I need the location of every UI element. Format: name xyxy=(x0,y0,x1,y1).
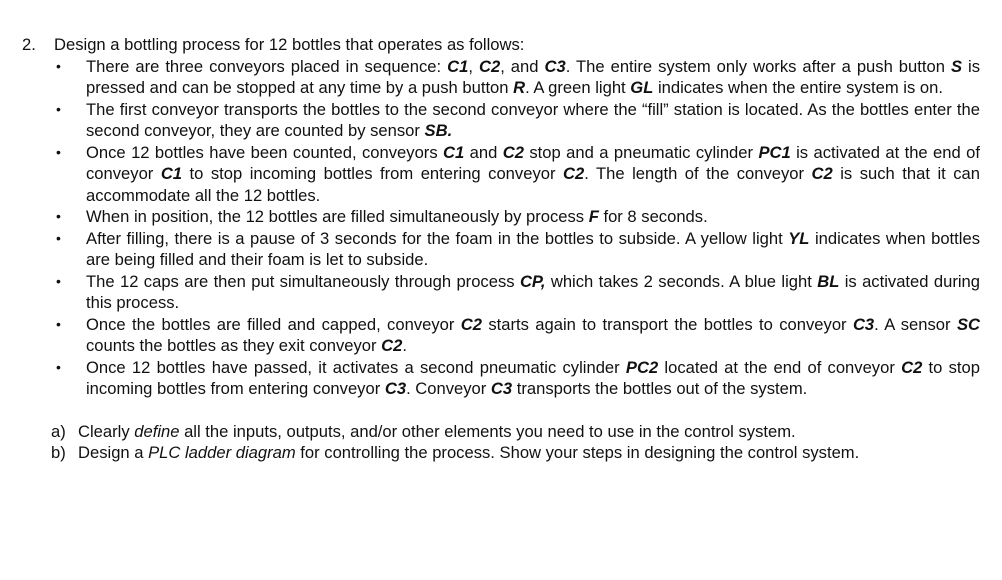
bullet-icon: • xyxy=(56,57,61,74)
text-run: is activated during this process. xyxy=(86,271,980,312)
text-run: counts the bottles as they exit conveyor xyxy=(86,336,382,355)
requirement-item xyxy=(56,56,980,99)
text-run: The 12 caps are then put simultaneously through process xyxy=(86,271,520,291)
text-run: . The entire system only works after a push button xyxy=(565,56,951,76)
text-run: all the inputs, outputs, and/or other elements you need to use in the control system. xyxy=(179,421,796,441)
requirement-text xyxy=(86,142,980,207)
requirement-text xyxy=(86,357,980,400)
text-run: to stop incoming bottles from entering conveyor xyxy=(182,164,563,183)
symbol-label: F xyxy=(588,207,599,226)
requirement-item xyxy=(56,314,980,357)
requirement-text xyxy=(86,99,980,142)
symbol-label: C2 xyxy=(460,314,482,334)
requirement-item xyxy=(56,357,980,400)
requirement-item xyxy=(56,142,980,207)
requirement-item xyxy=(56,99,980,142)
symbol-label: S xyxy=(950,56,963,76)
symbol-label: PC2 xyxy=(625,357,659,377)
symbol-label: R xyxy=(513,78,526,97)
question-part xyxy=(51,442,980,464)
requirement-item xyxy=(56,271,980,314)
symbol-label: YL xyxy=(788,228,810,248)
symbol-label: CP, xyxy=(519,271,546,291)
requirement-item xyxy=(56,228,980,271)
text-run: to stop incoming bottles from entering conveyor xyxy=(86,357,980,398)
symbol-label: BL xyxy=(817,271,840,291)
text-run: , and xyxy=(500,56,545,76)
text-run: transports the bottles out of the system. xyxy=(512,379,808,398)
bullet-icon: • xyxy=(56,100,61,117)
text-run: located at the end of conveyor xyxy=(658,357,902,377)
text-run: . A green light xyxy=(525,78,631,97)
symbol-label: C2 xyxy=(502,142,524,162)
symbol-label: C3 xyxy=(490,379,513,398)
text-run: . The length of the conveyor xyxy=(584,164,812,183)
symbol-label: C1 xyxy=(160,164,183,183)
text-run: is such that it can accommodate all the 12 bottles. xyxy=(86,164,980,205)
bullet-icon: • xyxy=(56,229,61,246)
text-run: is pressed and can be stopped at any time by a push button xyxy=(86,56,980,97)
requirement-item xyxy=(56,206,980,228)
symbol-label: C2 xyxy=(478,56,501,76)
bullet-icon: • xyxy=(56,272,61,289)
symbol-label: C3 xyxy=(384,379,407,398)
question-part xyxy=(51,421,980,443)
text-run: which takes 2 seconds. A blue light xyxy=(545,271,818,291)
bullet-icon: • xyxy=(56,315,61,332)
text-run: Once 12 bottles have passed, it activates a second pneumatic cylinder xyxy=(86,357,626,377)
bullet-icon: • xyxy=(56,358,61,375)
requirement-text xyxy=(86,271,980,314)
requirement-text xyxy=(86,56,980,99)
text-run: . xyxy=(402,336,408,355)
symbol-label: C2 xyxy=(381,336,403,355)
part-text xyxy=(78,421,980,443)
symbol-label: C3 xyxy=(852,314,875,334)
emphasis-text: define xyxy=(134,421,180,441)
text-run: indicates when the entire system is on. xyxy=(653,78,943,97)
requirement-text xyxy=(86,206,980,228)
text-run: . A sensor xyxy=(874,314,957,334)
symbol-label: SC xyxy=(956,314,980,334)
requirement-text xyxy=(86,228,980,271)
text-run: There are three conveyors placed in sequence: xyxy=(86,56,448,76)
part-label: b) xyxy=(51,443,66,462)
text-run: for controlling the process. Show your steps in designing the control system. xyxy=(295,443,860,462)
symbol-label: C1 xyxy=(443,142,465,162)
symbol-label: GL xyxy=(630,78,654,97)
requirements-list xyxy=(22,56,980,400)
symbol-label: C1 xyxy=(447,56,469,76)
bullet-icon: • xyxy=(56,208,61,224)
emphasis-text: PLC ladder diagram xyxy=(148,443,296,462)
text-run: The first conveyor transports the bottles to the second conveyor where the “fill” station is located. As the bottles enter the second conveyor, they are counted by sensor xyxy=(86,99,980,140)
text-run: and xyxy=(464,142,503,162)
symbol-label: SB. xyxy=(424,121,453,140)
text-run: Design a xyxy=(78,443,149,462)
question-header xyxy=(22,34,980,56)
question-prompt: Design a bottling process for 12 bottles that operates as follows: xyxy=(54,35,525,54)
text-run: After filling, there is a pause of 3 seconds for the foam in the bottles to subside. A yellow light xyxy=(86,228,789,248)
text-run: , xyxy=(468,56,479,76)
text-run: Once 12 bottles have been counted, conveyors xyxy=(86,142,444,162)
text-run: stop and a pneumatic cylinder xyxy=(523,142,759,162)
symbol-label: C2 xyxy=(562,164,585,183)
part-text xyxy=(78,442,980,464)
text-run: Clearly xyxy=(78,421,135,441)
text-run: When in position, the 12 bottles are filled simultaneously by process xyxy=(86,207,589,226)
symbol-label: PC1 xyxy=(758,142,791,162)
symbol-label: C2 xyxy=(901,357,923,377)
text-run: . Conveyor xyxy=(406,379,491,398)
text-run: is activated at the end of conveyor xyxy=(86,142,980,183)
question-number: 2. xyxy=(22,35,36,54)
question-parts xyxy=(22,421,980,464)
text-run: Once the bottles are filled and capped, conveyor xyxy=(86,314,461,334)
requirement-text xyxy=(86,314,980,357)
bullet-icon: • xyxy=(56,143,61,160)
text-run: starts again to transport the bottles to conveyor xyxy=(481,314,853,334)
text-run: indicates when bottles are being filled and their foam is let to subside. xyxy=(86,228,980,269)
symbol-label: C3 xyxy=(544,56,566,76)
text-run: for 8 seconds. xyxy=(598,207,708,226)
question-block xyxy=(22,34,980,464)
symbol-label: C2 xyxy=(811,164,833,183)
part-label: a) xyxy=(51,421,66,441)
